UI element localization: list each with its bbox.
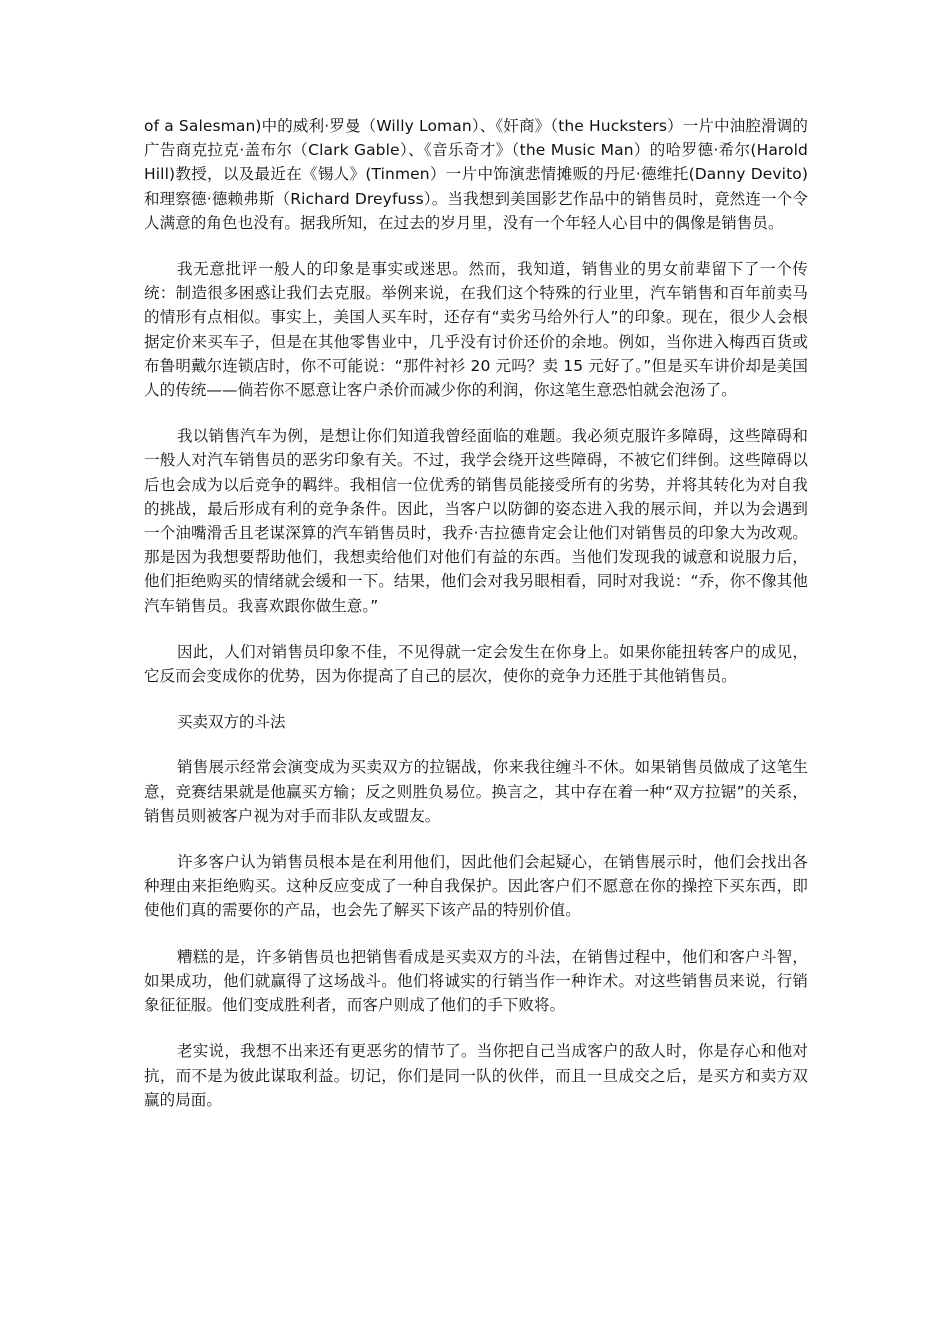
paragraph-4: 因此，人们对销售员印象不佳，不见得就一定会发生在你身上。如果你能扭转客户的成见，它反而会变成你的优势，因为你提高了自己的层次，使你的竞争力还胜于其他销售员。	[144, 642, 808, 686]
paragraph-2: 我无意批评一般人的印象是事实或迷思。然而，我知道，销售业的男女前辈留下了一个传统：制造很多困惑让我们去克服。举例来说，在我们这个特殊的行业里，汽车销售和百年前卖马的情形有点相似。事实上，美国人买车时，还存有“卖劣马给外行人”的印象。现在，很少人会根据定价来买车子，但是在其他零售业中，几乎没有讨价还价的余地。例如，当你进入梅西百货或布鲁明戴尔连锁店时，你不可能说：“那件衬衫 20 元吗？卖 15 元好了。”但是买车讲价却是美国人的传统——倘若你不愿意让客户杀价而减少你的利润，你这笔生意恐怕就会泡汤了。	[144, 260, 808, 400]
paragraph-6: 许多客户认为销售员根本是在利用他们，因此他们会起疑心，在销售展示时，他们会找出各种理由来拒绝购买。这种反应变成了一种自我保护。因此客户们不愿意在你的操控下买东西，即使他们真的需要你的产品，也会先了解买下该产品的特别价值。	[144, 853, 808, 920]
section-heading: 买卖双方的斗法	[177, 713, 286, 732]
document-page	[144, 114, 808, 1134]
paragraph-5: 销售展示经常会演变成为买卖双方的拉锯战，你来我往缠斗不休。如果销售员做成了这笔生意，竞赛结果就是他赢买方输；反之则胜负易位。换言之，其中存在着一种“双方拉锯”的关系，销售员则被客户视为对手而非队友或盟友。	[144, 758, 808, 825]
paragraph-7: 糟糕的是，许多销售员也把销售看成是买卖双方的斗法，在销售过程中，他们和客户斗智，如果成功，他们就赢得了这场战斗。他们将诚实的行销当作一种诈术。对这些销售员来说，行销象征征服。他们变成胜利者，而客户则成了他们的手下败将。	[144, 947, 808, 1015]
paragraph-8: 老实说，我想不出来还有更恶劣的情节了。当你把自己当成客户的敌人时，你是存心和他对抗，而不是为彼此谋取利益。切记，你们是同一队的伙伴，而且一旦成交之后，是买方和卖方双赢的局面。	[144, 1042, 808, 1109]
paragraph-1: of a Salesman)中的威利·罗曼（Willy Loman）、《奸商》（the Hucksters）一片中油腔滑调的广告商克拉克·盖布尔（Clark Gable）、《音乐奇才》（the Music Man）的哈罗德·希尔(Harold Hill)教授，以及最近在《锡人》(Tinmen）一片中饰演悲情摊贩的丹尼·德维托(Danny Devito)和理察德·德赖弗斯（Richard Dreyfuss）。当我想到美国影艺作品中的销售员时，竟然连一个令人满意的角色也没有。据我所知，在过去的岁月里，没有一个年轻人心目中的偶像是销售员。	[144, 117, 808, 232]
paragraph-3: 我以销售汽车为例，是想让你们知道我曾经面临的难题。我必须克服许多障碍，这些障碍和一般人对汽车销售员的恶劣印象有关。不过，我学会绕开这些障碍，不被它们绊倒。这些障碍以后也会成为以后竞争的羁绊。我相信一位优秀的销售员能接受所有的劣势，并将其转化为对自我的挑战，最后形成有利的竞争条件。因此，当客户以防御的姿态进入我的展示间，并以为会遇到一个油嘴滑舌且老谋深算的汽车销售员时，我乔·吉拉德肯定会让他们对销售员的印象大为改观。那是因为我想要帮助他们，我想卖给他们对他们有益的东西。当他们发现我的诚意和说服力后，他们拒绝购买的情绪就会缓和一下。结果，他们会对我另眼相看，同时对我说：“乔，你不像其他汽车销售员。我喜欢跟你做生意。”	[144, 427, 808, 615]
